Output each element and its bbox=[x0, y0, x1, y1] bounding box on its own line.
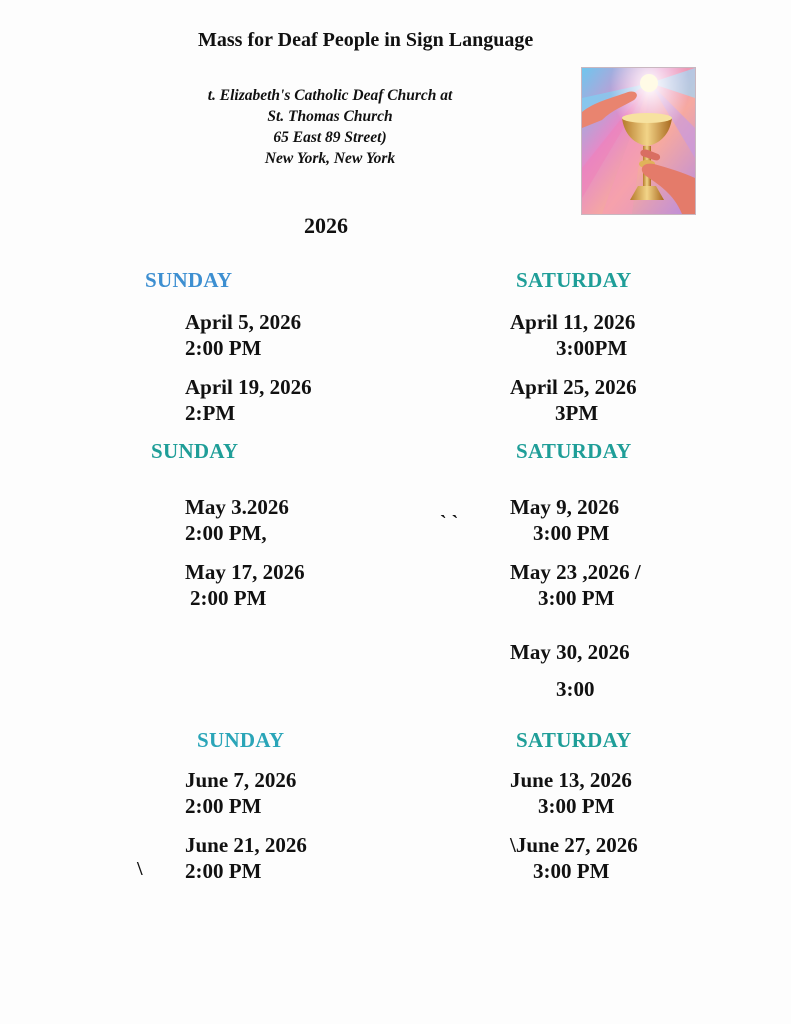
may-saturday-header: SATURDAY bbox=[516, 439, 632, 463]
entry-time: 2:00 PM bbox=[185, 336, 262, 360]
address-line-2: St. Thomas Church bbox=[267, 108, 393, 125]
entry-date: May 30, 2026 bbox=[510, 640, 630, 664]
address-line-1: t. Elizabeth's Catholic Deaf Church at bbox=[207, 87, 453, 104]
may-sunday-header: SUNDAY bbox=[151, 439, 239, 463]
entry-date: May 17, 2026 bbox=[185, 560, 305, 584]
entry-time: 3:00 PM bbox=[533, 521, 610, 545]
entry-date: April 11, 2026 bbox=[510, 310, 636, 334]
entry-date: April 19, 2026 bbox=[185, 375, 312, 399]
entry-date: May 9, 2026 bbox=[510, 495, 620, 519]
may-saturday-entry-2 bbox=[510, 559, 641, 611]
stray-backslash: \ bbox=[137, 858, 143, 880]
entry-date: June 7, 2026 bbox=[185, 768, 297, 792]
address-line-3: 65 East 89 Street) bbox=[273, 129, 387, 146]
june-saturday-entry-2 bbox=[510, 832, 638, 884]
april-saturday-entry-2 bbox=[510, 374, 637, 426]
page-title: Mass for Deaf People in Sign Language bbox=[198, 29, 534, 51]
entry-date: June 21, 2026 bbox=[185, 833, 307, 857]
may-saturday-entry-3 bbox=[510, 639, 630, 702]
may-sunday-entry-1 bbox=[185, 494, 289, 546]
entry-time: 2:00 PM, bbox=[185, 521, 267, 545]
entry-date: April 5, 2026 bbox=[185, 310, 302, 334]
entry-time: 2:PM bbox=[185, 401, 236, 425]
april-sunday-entry-2 bbox=[185, 374, 312, 426]
june-sunday-entry-1 bbox=[185, 767, 296, 819]
entry-time: 3:00 PM bbox=[533, 859, 610, 883]
june-saturday-header: SATURDAY bbox=[516, 728, 632, 752]
church-address bbox=[150, 85, 510, 169]
chalice-illustration-icon bbox=[582, 68, 695, 214]
entry-time: 3PM bbox=[555, 401, 599, 425]
entry-date: April 25, 2026 bbox=[510, 375, 637, 399]
april-sunday-entry-1 bbox=[185, 309, 301, 361]
entry-time: 3:00 PM bbox=[538, 794, 615, 818]
entry-date: May 23 ,2026 / bbox=[510, 560, 641, 584]
may-saturday-entry-1 bbox=[510, 494, 619, 546]
entry-time: 3:00 bbox=[556, 677, 595, 701]
address-line-4: New York, New York bbox=[264, 150, 396, 167]
stray-mark: ` ` bbox=[440, 512, 459, 534]
april-saturday-entry-1 bbox=[510, 309, 635, 361]
entry-date: May 3.2026 bbox=[185, 495, 289, 519]
may-sunday-entry-2 bbox=[185, 559, 305, 611]
year-heading: 2026 bbox=[304, 213, 348, 238]
april-sunday-header: SUNDAY bbox=[145, 268, 233, 292]
entry-date: \June 27, 2026 bbox=[510, 833, 638, 857]
june-saturday-entry-1 bbox=[510, 767, 632, 819]
entry-time: 2:00 PM bbox=[185, 794, 262, 818]
april-saturday-header: SATURDAY bbox=[516, 268, 632, 292]
entry-time: 3:00 PM bbox=[538, 586, 615, 610]
entry-date: June 13, 2026 bbox=[510, 768, 632, 792]
june-sunday-header: SUNDAY bbox=[197, 728, 285, 752]
chalice-image bbox=[581, 67, 696, 215]
june-sunday-entry-2 bbox=[185, 832, 307, 884]
entry-time: 2:00 PM bbox=[190, 586, 267, 610]
entry-time: 2:00 PM bbox=[185, 859, 262, 883]
entry-time: 3:00PM bbox=[556, 336, 628, 360]
